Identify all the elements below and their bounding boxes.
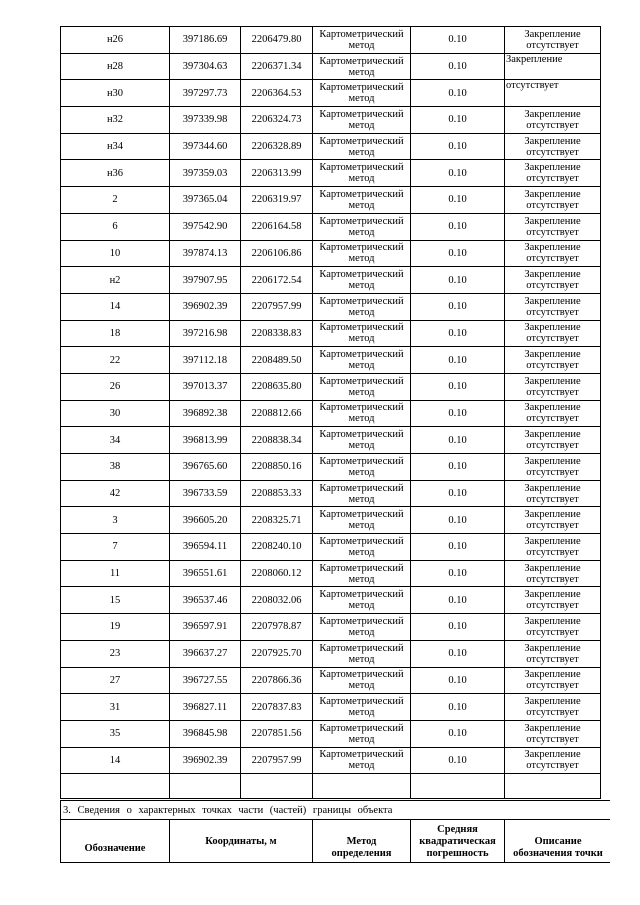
coordinate-y: 2206319.97 bbox=[241, 187, 313, 214]
description-cell: Закрепление отсутствует bbox=[505, 293, 601, 320]
method-cell: Картометрический метод bbox=[313, 507, 411, 534]
table-row bbox=[61, 747, 601, 774]
header-error: Средняя квадратическая погрешность bbox=[411, 820, 505, 862]
error-value: 0.10 bbox=[411, 27, 505, 54]
coordinate-x: 396551.61 bbox=[170, 560, 241, 587]
table-row bbox=[61, 293, 601, 320]
description-cell: Закрепление отсутствует bbox=[505, 454, 601, 481]
point-designation: 30 bbox=[61, 400, 170, 427]
description-cell: Закрепление отсутствует bbox=[505, 400, 601, 427]
coordinate-y: 2206479.80 bbox=[241, 27, 313, 54]
coordinate-x: 397344.60 bbox=[170, 133, 241, 160]
coordinate-y: 2207925.70 bbox=[241, 640, 313, 667]
coordinate-y: 2208032.06 bbox=[241, 587, 313, 614]
coordinate-x: 396902.39 bbox=[170, 747, 241, 774]
method-cell: Картометрический метод bbox=[313, 720, 411, 747]
description-cell: Закрепление отсутствует bbox=[505, 534, 601, 561]
coordinate-y: 2208853.33 bbox=[241, 480, 313, 507]
coordinate-y: 2208240.10 bbox=[241, 534, 313, 561]
error-value: 0.10 bbox=[411, 293, 505, 320]
coordinate-y: 2207957.99 bbox=[241, 293, 313, 320]
error-value: 0.10 bbox=[411, 213, 505, 240]
method-cell: Картометрический метод bbox=[313, 667, 411, 694]
coordinate-x: 397874.13 bbox=[170, 240, 241, 267]
table-row bbox=[61, 80, 601, 107]
method-cell: Картометрический метод bbox=[313, 160, 411, 187]
coordinate-y: 2206324.73 bbox=[241, 107, 313, 134]
coordinate-y: 2208325.71 bbox=[241, 507, 313, 534]
point-designation: н2 bbox=[61, 267, 170, 294]
coordinate-x: 396594.11 bbox=[170, 534, 241, 561]
description-cell: Закрепление отсутствует bbox=[505, 560, 601, 587]
table-cell bbox=[241, 774, 313, 799]
error-value: 0.10 bbox=[411, 427, 505, 454]
empty-row bbox=[61, 774, 601, 799]
error-value: 0.10 bbox=[411, 80, 505, 107]
error-value: 0.10 bbox=[411, 587, 505, 614]
method-cell: Картометрический метод bbox=[313, 454, 411, 481]
method-cell: Картометрический метод bbox=[313, 400, 411, 427]
table-row bbox=[61, 720, 601, 747]
description-cell: Закрепление отсутствует bbox=[505, 427, 601, 454]
coordinate-x: 397339.98 bbox=[170, 107, 241, 134]
description-cell: Закрепление отсутствует bbox=[505, 107, 601, 134]
point-designation: н34 bbox=[61, 133, 170, 160]
point-designation: 26 bbox=[61, 373, 170, 400]
coordinate-y: 2206164.58 bbox=[241, 213, 313, 240]
table-cell bbox=[61, 774, 170, 799]
point-designation: 15 bbox=[61, 587, 170, 614]
point-designation: н26 bbox=[61, 27, 170, 54]
table-row bbox=[61, 107, 601, 134]
point-designation: 14 bbox=[61, 293, 170, 320]
method-cell: Картометрический метод bbox=[313, 694, 411, 721]
point-designation: н32 bbox=[61, 107, 170, 134]
table-row bbox=[61, 667, 601, 694]
point-designation: 22 bbox=[61, 347, 170, 374]
table-row bbox=[61, 480, 601, 507]
method-cell: Картометрический метод bbox=[313, 53, 411, 80]
coordinate-x: 397304.63 bbox=[170, 53, 241, 80]
table-row bbox=[61, 267, 601, 294]
coordinate-x: 396845.98 bbox=[170, 720, 241, 747]
method-cell: Картометрический метод bbox=[313, 747, 411, 774]
coordinate-y: 2208812.66 bbox=[241, 400, 313, 427]
description-cell: Закрепление отсутствует bbox=[505, 587, 601, 614]
error-value: 0.10 bbox=[411, 320, 505, 347]
coordinate-y: 2208338.83 bbox=[241, 320, 313, 347]
error-value: 0.10 bbox=[411, 187, 505, 214]
error-value: 0.10 bbox=[411, 614, 505, 641]
point-designation: 14 bbox=[61, 747, 170, 774]
coordinate-x: 397542.90 bbox=[170, 213, 241, 240]
table-row bbox=[61, 160, 601, 187]
point-designation: 31 bbox=[61, 694, 170, 721]
table-row bbox=[61, 400, 601, 427]
table-row bbox=[61, 53, 601, 80]
point-designation: н30 bbox=[61, 80, 170, 107]
method-cell: Картометрический метод bbox=[313, 293, 411, 320]
point-designation: 7 bbox=[61, 534, 170, 561]
error-value: 0.10 bbox=[411, 507, 505, 534]
coordinate-y: 2207957.99 bbox=[241, 747, 313, 774]
boundary-points-table bbox=[60, 26, 601, 799]
description-cell: Закрепление отсутствует bbox=[505, 747, 601, 774]
section-3-header bbox=[60, 820, 610, 863]
error-value: 0.10 bbox=[411, 53, 505, 80]
table-row bbox=[61, 320, 601, 347]
coordinate-y: 2207978.87 bbox=[241, 614, 313, 641]
description-cell: Закрепление отсутствует bbox=[505, 187, 601, 214]
description-cell: Закрепление отсутствует bbox=[505, 320, 601, 347]
point-designation: 19 bbox=[61, 614, 170, 641]
point-designation: 10 bbox=[61, 240, 170, 267]
table-cell bbox=[411, 774, 505, 799]
description-cell: Закрепление bbox=[505, 53, 601, 80]
description-cell: Закрепление отсутствует bbox=[505, 667, 601, 694]
coordinate-x: 397297.73 bbox=[170, 80, 241, 107]
header-description: Описание обозначения точки bbox=[513, 836, 603, 859]
description-cell: Закрепление отсутствует bbox=[505, 694, 601, 721]
coordinate-x: 396727.55 bbox=[170, 667, 241, 694]
coordinate-x: 397359.03 bbox=[170, 160, 241, 187]
table-row bbox=[61, 507, 601, 534]
coordinate-y: 2206172.54 bbox=[241, 267, 313, 294]
method-cell: Картометрический метод bbox=[313, 240, 411, 267]
coordinate-y: 2207837.83 bbox=[241, 694, 313, 721]
coordinate-x: 397186.69 bbox=[170, 27, 241, 54]
error-value: 0.10 bbox=[411, 373, 505, 400]
method-cell: Картометрический метод bbox=[313, 27, 411, 54]
coordinate-x: 397112.18 bbox=[170, 347, 241, 374]
coordinate-y: 2208635.80 bbox=[241, 373, 313, 400]
coordinate-x: 397216.98 bbox=[170, 320, 241, 347]
description-cell: Закрепление отсутствует bbox=[505, 160, 601, 187]
error-value: 0.10 bbox=[411, 747, 505, 774]
error-value: 0.10 bbox=[411, 240, 505, 267]
coordinate-y: 2208850.16 bbox=[241, 454, 313, 481]
table-row bbox=[61, 534, 601, 561]
table-row bbox=[61, 347, 601, 374]
coordinate-y: 2208060.12 bbox=[241, 560, 313, 587]
error-value: 0.10 bbox=[411, 640, 505, 667]
coordinate-x: 397365.04 bbox=[170, 187, 241, 214]
error-value: 0.10 bbox=[411, 534, 505, 561]
error-value: 0.10 bbox=[411, 267, 505, 294]
coordinate-y: 2206371.34 bbox=[241, 53, 313, 80]
description-cell: Закрепление отсутствует bbox=[505, 133, 601, 160]
table-row bbox=[61, 427, 601, 454]
error-value: 0.10 bbox=[411, 347, 505, 374]
coordinate-x: 396637.27 bbox=[170, 640, 241, 667]
header-coordinates: Координаты, м bbox=[170, 820, 313, 862]
method-cell: Картометрический метод bbox=[313, 427, 411, 454]
table-row bbox=[61, 187, 601, 214]
method-cell: Картометрический метод bbox=[313, 587, 411, 614]
header-designation: Обозначение bbox=[61, 820, 170, 862]
description-cell: отсутствует bbox=[505, 80, 601, 107]
method-cell: Картометрический метод bbox=[313, 534, 411, 561]
method-cell: Картометрический метод bbox=[313, 560, 411, 587]
description-cell: Закрепление отсутствует bbox=[505, 347, 601, 374]
coordinate-y: 2207866.36 bbox=[241, 667, 313, 694]
method-cell: Картометрический метод bbox=[313, 187, 411, 214]
coordinate-x: 397013.37 bbox=[170, 373, 241, 400]
table-cell bbox=[170, 774, 241, 799]
description-cell: Закрепление отсутствует bbox=[505, 720, 601, 747]
error-value: 0.10 bbox=[411, 480, 505, 507]
point-designation: 3 bbox=[61, 507, 170, 534]
coordinate-x: 396902.39 bbox=[170, 293, 241, 320]
method-cell: Картометрический метод bbox=[313, 213, 411, 240]
method-cell: Картометрический метод bbox=[313, 640, 411, 667]
point-designation: н28 bbox=[61, 53, 170, 80]
table-row bbox=[61, 27, 601, 54]
coordinate-x: 396597.91 bbox=[170, 614, 241, 641]
method-cell: Картометрический метод bbox=[313, 133, 411, 160]
point-designation: 34 bbox=[61, 427, 170, 454]
description-cell: Закрепление отсутствует bbox=[505, 640, 601, 667]
method-cell: Картометрический метод bbox=[313, 373, 411, 400]
error-value: 0.10 bbox=[411, 133, 505, 160]
point-designation: 11 bbox=[61, 560, 170, 587]
point-designation: 6 bbox=[61, 213, 170, 240]
point-designation: 23 bbox=[61, 640, 170, 667]
error-value: 0.10 bbox=[411, 560, 505, 587]
error-value: 0.10 bbox=[411, 694, 505, 721]
method-cell: Картометрический метод bbox=[313, 614, 411, 641]
point-designation: н36 bbox=[61, 160, 170, 187]
description-cell: Закрепление отсутствует bbox=[505, 614, 601, 641]
description-cell: Закрепление отсутствует bbox=[505, 213, 601, 240]
point-designation: 35 bbox=[61, 720, 170, 747]
method-cell: Картометрический метод bbox=[313, 347, 411, 374]
table-row bbox=[61, 213, 601, 240]
error-value: 0.10 bbox=[411, 667, 505, 694]
table-cell bbox=[505, 774, 601, 799]
header-method: Метод определения bbox=[313, 820, 411, 862]
table-row bbox=[61, 640, 601, 667]
table-body bbox=[61, 27, 601, 774]
coordinate-y: 2207851.56 bbox=[241, 720, 313, 747]
table-row bbox=[61, 240, 601, 267]
error-value: 0.10 bbox=[411, 107, 505, 134]
description-cell: Закрепление отсутствует bbox=[505, 480, 601, 507]
coordinate-x: 396605.20 bbox=[170, 507, 241, 534]
description-cell: Закрепление отсутствует bbox=[505, 240, 601, 267]
table-row bbox=[61, 560, 601, 587]
table-row bbox=[61, 614, 601, 641]
table-row bbox=[61, 373, 601, 400]
coordinate-x: 396765.60 bbox=[170, 454, 241, 481]
error-value: 0.10 bbox=[411, 160, 505, 187]
error-value: 0.10 bbox=[411, 400, 505, 427]
point-designation: 27 bbox=[61, 667, 170, 694]
description-cell: Закрепление отсутствует bbox=[505, 27, 601, 54]
coordinate-x: 396537.46 bbox=[170, 587, 241, 614]
section-3-title: 3. Сведения о характерных точках части (частей) границы объекта bbox=[60, 800, 610, 820]
coordinate-x: 397907.95 bbox=[170, 267, 241, 294]
coordinate-y: 2206313.99 bbox=[241, 160, 313, 187]
point-designation: 2 bbox=[61, 187, 170, 214]
coordinate-y: 2206328.89 bbox=[241, 133, 313, 160]
point-designation: 42 bbox=[61, 480, 170, 507]
table-row bbox=[61, 133, 601, 160]
coordinate-y: 2206364.53 bbox=[241, 80, 313, 107]
table-row bbox=[61, 694, 601, 721]
method-cell: Картометрический метод bbox=[313, 320, 411, 347]
coordinate-y: 2206106.86 bbox=[241, 240, 313, 267]
method-cell: Картометрический метод bbox=[313, 107, 411, 134]
coordinate-y: 2208489.50 bbox=[241, 347, 313, 374]
table-row bbox=[61, 587, 601, 614]
description-cell: Закрепление отсутствует bbox=[505, 373, 601, 400]
method-cell: Картометрический метод bbox=[313, 80, 411, 107]
point-designation: 38 bbox=[61, 454, 170, 481]
coordinate-x: 396813.99 bbox=[170, 427, 241, 454]
table-cell bbox=[313, 774, 411, 799]
coordinate-x: 396827.11 bbox=[170, 694, 241, 721]
error-value: 0.10 bbox=[411, 454, 505, 481]
error-value: 0.10 bbox=[411, 720, 505, 747]
coordinate-y: 2208838.34 bbox=[241, 427, 313, 454]
table-row bbox=[61, 454, 601, 481]
method-cell: Картометрический метод bbox=[313, 480, 411, 507]
coordinate-x: 396892.38 bbox=[170, 400, 241, 427]
description-cell: Закрепление отсутствует bbox=[505, 267, 601, 294]
description-cell: Закрепление отсутствует bbox=[505, 507, 601, 534]
method-cell: Картометрический метод bbox=[313, 267, 411, 294]
coordinate-x: 396733.59 bbox=[170, 480, 241, 507]
point-designation: 18 bbox=[61, 320, 170, 347]
